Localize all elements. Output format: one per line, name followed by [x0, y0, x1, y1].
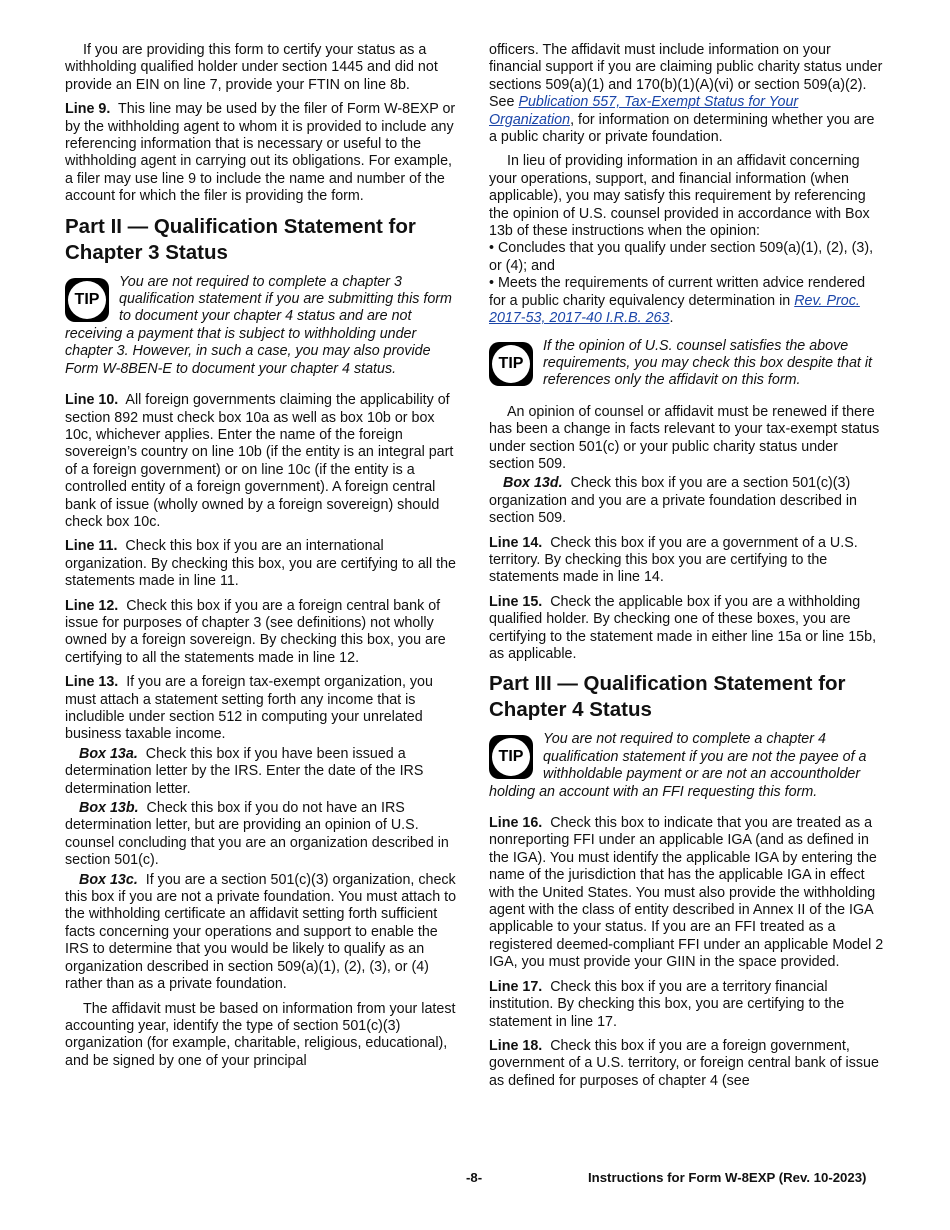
box-13b — [65, 800, 461, 870]
paragraph-ftin: If you are providing this form to certify your status as a withholding qualified holder under section 1445 and did not provide an EIN on line 7, provide your FTIN on line 8b. — [65, 42, 438, 93]
tip-text: You are not required to complete a chapter 4 qualification statement if you are not the payee of a withholdable payment or are not an accountholder holding an account with an FFI requesting this form. — [489, 731, 867, 800]
bullet-meets-end: . — [669, 310, 674, 327]
line-15 — [489, 594, 885, 664]
tip-icon: TIP — [489, 735, 533, 779]
box-13d-label: Box 13d. — [503, 475, 563, 492]
footer-form-title: Instructions for Form W-8EXP (Rev. 10-2023) — [588, 1170, 867, 1185]
line-12-label: Line 12. — [65, 597, 119, 614]
bullet-meets — [489, 275, 885, 327]
line-15-label: Line 15. — [489, 593, 543, 610]
tip-block-chapter3 — [65, 274, 461, 378]
tip-block-counsel — [489, 338, 885, 390]
line-12-text: Check this box if you are a foreign central bank of issue for purposes of chapter 3 (see definitions) not wholly owned by a foreign sovereign. By checking this box, you are certifying to all the statements made in line 12. — [65, 597, 446, 666]
line-12 — [65, 598, 461, 668]
line-9-label: Line 9. — [65, 101, 111, 118]
line-17 — [489, 979, 885, 1031]
line-11 — [65, 538, 461, 590]
line-11-text: Check this box if you are an international organization. By checking this box, you are certifying to all the statements made in line 11. — [65, 538, 456, 590]
line-11-label: Line 11. — [65, 538, 118, 555]
box-13a-label: Box 13a. — [79, 745, 138, 762]
line-15-text: Check the applicable box if you are a withholding qualified holder. By checking one of these boxes, you are certifying to the statement made in either line 15a or line 15b, as applicable. — [489, 593, 877, 662]
part-3-heading: Part III — Qualification Statement for Chapter 4 Status — [489, 672, 846, 722]
line-13 — [65, 674, 461, 744]
officers-text: officers. The affidavit must include information on your financial support if you are claiming public charity status under sections 509(a)(1) and 170(b)(1)(A)(vi) or section 509(a)(2). See — [489, 42, 883, 111]
line-10 — [65, 392, 461, 531]
paragraph-renew: An opinion of counsel or affidavit must be renewed if there has been a change in facts relevant to your tax-exempt status under section 501(c) or your public charity status under section 509. — [489, 403, 880, 472]
tip-text: You are not required to complete a chapter 3 qualification statement if you are submitting this form to document your chapter 4 status and are not receiving a payment that is subject to withholding under chapter 3. However, in such a case, you may also provide Form W-8BEN-E to document your chapter 4 status. — [65, 273, 452, 377]
line-18-label: Line 18. — [489, 1037, 543, 1054]
box-13b-text: Check this box if you do not have an IRS determination letter, but are providing an opinion of U.S. counsel concluding that you are an organization described in section 501(c). — [65, 800, 449, 869]
page-number: -8- — [466, 1170, 483, 1185]
tip-icon: TIP — [489, 342, 533, 386]
line-10-text: All foreign governments claiming the applicability of section 892 must check box 10a as well as box 10b or box 10c, whichever applies. Enter the name of the foreign sovereign’s country on line 10b (if the entity is an integral part of a foreign government) or on line 10c (if the entity is a controlled entity of a foreign government). A foreign central bank of issue (wholly owned by a foreign sovereign) should check box 10c. — [65, 392, 454, 530]
box-13a-text: Check this box if you have been issued a determination letter by the IRS. Enter the date of the IRS determination letter. — [65, 745, 424, 797]
box-13d-text: Check this box if you are a section 501(c)(3) organization and you are a private foundation described in section 509. — [489, 475, 857, 527]
rev-proc-link[interactable]: Rev. Proc. 2017-53, 2017-40 I.R.B. 263 — [489, 292, 860, 327]
line-9-text: This line may be used by the filer of Form W-8EXP or by the withholding agent to whom it is provided to include any referencing information that is necessary or useful to the withholding agent in carrying out its obligations. For example, a filer may use line 9 to include the name and number of the account for which the filer is providing the form. — [65, 101, 456, 205]
part-2-heading: Part II — Qualification Statement for Chapter 3 Status — [65, 214, 416, 264]
line-16 — [489, 815, 885, 972]
bullet-meets-text: • Meets the requirements of current written advice rendered for a public charity equivalency determination in — [489, 275, 866, 309]
publication-557-link[interactable]: Publication 557, Tax-Exempt Status for Your Organization — [489, 94, 799, 128]
paragraph-in-lieu: In lieu of providing information in an affidavit concerning your operations, support, and financial information (when applicable), you may satisfy this requirement by referencing the opinion of U.S. counsel provided in accordance with Box 13b of these instructions when the opinion: — [489, 153, 870, 240]
line-18 — [489, 1038, 885, 1090]
tip-block-chapter4 — [489, 731, 885, 801]
box-13c-label: Box 13c. — [79, 871, 138, 888]
line-14-label: Line 14. — [489, 534, 543, 551]
line-17-text: Check this box if you are a territory financial institution. By checking this box, you are certifying to the statement in line 17. — [489, 978, 845, 1030]
line-18-text: Check this box if you are a foreign government, government of a U.S. territory, or foreign central bank of issue as defined for purposes of chapter 4 (see — [489, 1037, 879, 1089]
box-13c — [65, 872, 461, 994]
line-14-text: Check this box if you are a government of a U.S. territory. By checking this box you are certifying to the statements made in line 14. — [489, 534, 858, 586]
line-14 — [489, 535, 885, 587]
box-13c-text: If you are a section 501(c)(3) organization, check this box if you are not a private foundation. You must attach to the withholding certificate an affidavit setting forth sufficient facts concerning your operations and support to enable the IRS to determine that you would be likely to qualify as an organization described in section 509(a)(1), (2), (3), or (4) rather than as a private foundation. — [65, 871, 457, 993]
officers-text-end: , for information on determining whether you are a public charity or private foundation. — [489, 111, 875, 146]
tip-icon: TIP — [65, 278, 109, 322]
box-13d — [489, 475, 885, 527]
right-column — [489, 42, 885, 1097]
paragraph-affidavit: The affidavit must be based on information from your latest accounting year, identify the type of section 501(c)(3) organization (for example, charitable, religious, educational), and be signed by one of your principal — [65, 1000, 456, 1069]
line-13-label: Line 13. — [65, 674, 119, 691]
line-9 — [65, 101, 461, 205]
left-column — [65, 42, 461, 1077]
line-16-label: Line 16. — [489, 815, 543, 832]
line-10-label: Line 10. — [65, 392, 119, 409]
line-17-label: Line 17. — [489, 978, 543, 995]
paragraph-officers — [489, 42, 885, 146]
box-13a — [65, 746, 461, 798]
line-16-text: Check this box to indicate that you are treated as a nonreporting FFI under an applicable IGA (and as defined in the IGA). You must identify the applicable IGA by entering the name of the jurisdiction that has the applicable IGA in effect with the United States. You must also provide the withholding agent with the class of entity described in Annex II of the IGA applicable to your status. If you are an FFI treated as a registered deemed-compliant FFI under an applicable Model 2 IGA, you must provide your GIIN in the space provided. — [489, 815, 884, 971]
box-13b-label: Box 13b. — [79, 800, 139, 817]
line-13-text: If you are a foreign tax-exempt organization, you must attach a statement setting forth any income that is includible under section 512 in computing your unrelated business taxable income. — [65, 674, 433, 743]
tip-text: If the opinion of U.S. counsel satisfies the above requirements, you may check this box despite that it references only the affidavit on this form. — [543, 337, 872, 389]
bullet-concludes: • Concludes that you qualify under section 509(a)(1), (2), (3), or (4); and — [489, 240, 874, 274]
